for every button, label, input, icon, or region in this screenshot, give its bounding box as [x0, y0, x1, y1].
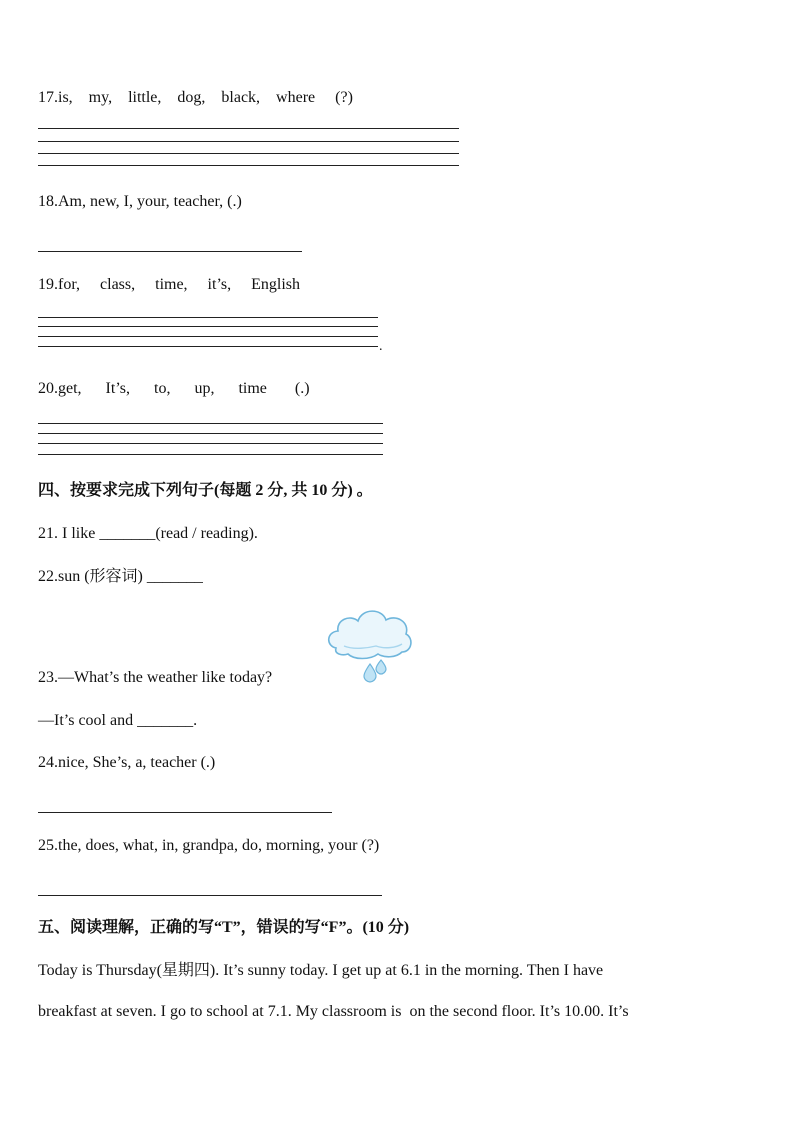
question-24: 24.nice, She’s, a, teacher (.) [38, 754, 216, 771]
answer-line[interactable] [38, 128, 459, 129]
answer-line[interactable] [38, 141, 459, 142]
question-23-prompt: 23.—What’s the weather like today? [38, 669, 273, 686]
question-18: 18.Am, new, I, your, teacher, (.) [38, 193, 242, 210]
question-17: 17.is, my, little, dog, black, where (?) [38, 89, 353, 106]
answer-line[interactable] [38, 423, 383, 424]
answer-line[interactable] [38, 153, 459, 154]
rain-cloud-icon [324, 602, 414, 688]
question-22: 22.sun (形容词) _______ [38, 568, 203, 585]
answer-line[interactable] [38, 317, 378, 318]
section-4-heading: 四、按要求完成下列句子(每题 2 分, 共 10 分) 。 [38, 482, 373, 499]
question-23-answer: —It’s cool and _______. [38, 712, 198, 729]
answer-line[interactable] [38, 433, 383, 434]
answer-line[interactable] [38, 346, 378, 347]
question-20: 20.get, It’s, to, up, time (.) [38, 380, 310, 397]
answer-line[interactable] [38, 895, 382, 896]
end-period: . [379, 339, 383, 354]
answer-line[interactable] [38, 326, 378, 327]
reading-passage-line-2: breakfast at seven. I go to school at 7.1. My classroom is on the second floor. It’s 10.00. It’s [38, 1003, 629, 1020]
answer-line[interactable] [38, 812, 332, 813]
answer-line[interactable] [38, 454, 383, 455]
question-21: 21. I like _______(read / reading). [38, 525, 258, 542]
answer-line[interactable] [38, 251, 302, 252]
question-19: 19.for, class, time, it’s, English [38, 276, 301, 293]
section-5-heading: 五、阅读理解，正确的写“T”，错误的写“F”。(10 分) [38, 919, 410, 936]
answer-line[interactable] [38, 443, 383, 444]
answer-line[interactable] [38, 336, 378, 337]
question-25: 25.the, does, what, in, grandpa, do, morning, your (?) [38, 837, 380, 854]
answer-line[interactable] [38, 165, 459, 166]
reading-passage-line-1: Today is Thursday(星期四). It’s sunny today. I get up at 6.1 in the morning. Then I have [38, 962, 604, 979]
